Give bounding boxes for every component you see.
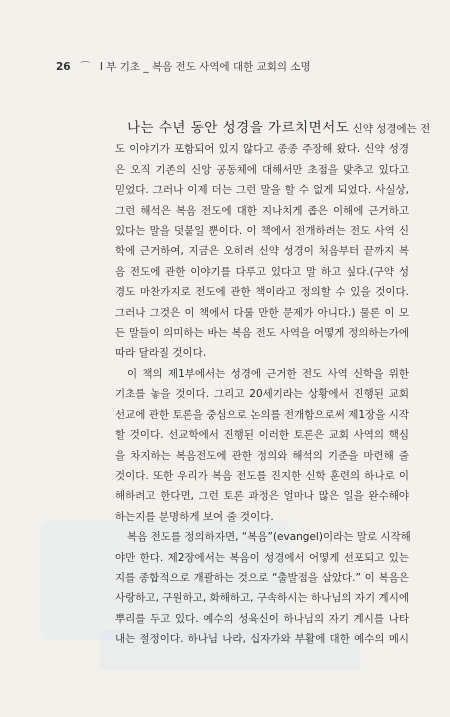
text-line: 믿었다. 그러나 이제 더는 그런 말을 할 수 없게 되었다. 사실상, [115, 184, 409, 197]
text-line: 복음 전도를 정의하자면, “복음”(evangel)이라는 말로 시작해 [127, 531, 411, 544]
paragraph-2 [115, 364, 409, 527]
text-line: 내는 절정이다. 하나님 나라, 십자가와 부활에 대한 예수의 메시 [115, 633, 409, 646]
header-ornament: ⌒ [79, 61, 91, 73]
text-line: 은 오직 기존의 신앙 공동체에 대해서만 초점을 맞추고 있다고 [115, 163, 409, 176]
page-number: 26 [56, 61, 71, 73]
text-line: 음 전도에 관한 이야기를 다루고 있다고 말 하고 싶다.(구약 성 [115, 265, 409, 278]
lead-rest: 신약 성경에는 전 [349, 123, 431, 135]
text-line: 사랑하고, 구원하고, 화해하고, 구속하시는 하나님의 자기 계시에 [115, 592, 409, 605]
text-line: 뿌리를 두고 있다. 예수의 성육신이 하나님의 자기 계시를 나타 [115, 612, 409, 625]
text-line: 든 말들이 의미하는 바는 복음 전도 사역을 어떻게 정의하는가에 [115, 327, 409, 340]
text-line: 선교에 관한 토론을 중심으로 논의를 전개함으로써 제1장을 시작 [115, 408, 409, 421]
text-line: 것이다. 또한 우리가 복음 전도를 진지한 신학 훈련의 하나로 이 [115, 469, 409, 482]
text-line: 야만 한다. 제2장에서는 복음이 성경에서 어떻게 선포되고 있는 [115, 551, 409, 564]
text-line: 있다는 말을 덧붙일 뿐이다. 이 책에서 전개하려는 전도 사역 신 [115, 225, 409, 238]
text-line: 할 것이다. 선교학에서 진행된 이러한 토론은 교회 사역의 핵심 [115, 429, 409, 442]
text-line: 해하려고 한다면, 그런 토론 과정은 얼마나 많은 일을 완수해야 [115, 490, 409, 503]
paragraph-1 [115, 118, 431, 364]
running-header [56, 59, 311, 74]
text-line: 그런 해석은 복음 전도에 대한 지나치게 좁은 이해에 근거하고 [115, 204, 409, 217]
handwritten-lead: 나는 수년 동안 성경을 가르치면서도 [127, 120, 350, 136]
text-line: 따라 달라질 것이다. [115, 347, 207, 360]
text-line: 하는지를 분명하게 보여 줄 것이다. [115, 510, 274, 523]
paragraph-3 [115, 527, 409, 649]
text-line: 이 책의 제1부에서는 성경에 근거한 전도 사역 신학을 위한 [127, 367, 409, 380]
text-line: 학에 근거하여, 지금은 오히려 신약 성경이 처음부터 끝까지 복 [115, 245, 409, 258]
text-line: 기초를 놓을 것이다. 그리고 20세기라는 상황에서 진행된 교회 [115, 388, 409, 401]
text-line: 경도 마찬가지로 전도에 관한 책이라고 정의할 수 있을 것이다. [115, 286, 409, 299]
text-line: 지를 종합적으로 개괄하는 것으로 “출발점을 삼았다.” 이 복음은 [115, 571, 409, 584]
body-text [115, 118, 431, 650]
header-part-title: I 부 기초 _ 복음 전도 사역에 대한 교회의 소명 [99, 61, 311, 73]
text-line: 을 차지하는 복음전도에 관한 정의와 해석의 기준을 마련해 줄 [115, 449, 409, 462]
text-line-lead [115, 118, 431, 139]
text-line: 도 이야기가 포함되어 있지 않다고 종종 주장해 왔다. 신약 성경 [115, 143, 409, 156]
text-line: 그러나 그것은 이 책에서 다룰 만한 문제가 아니다.) 물론 이 모 [115, 306, 409, 319]
